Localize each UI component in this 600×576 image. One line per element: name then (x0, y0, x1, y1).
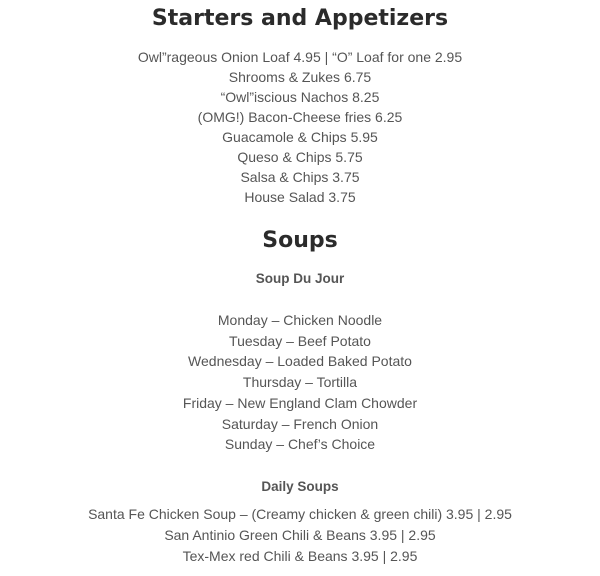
list-item: San Antinio Green Chili & Beans 3.95 | 2.95 (164, 527, 436, 543)
daily-soups-list (0, 504, 600, 567)
list-item: Thursday – Tortilla (242, 374, 358, 391)
list-item: Owl”rageous Onion Loaf 4.95 | “O” Loaf for one 2.95 (137, 49, 463, 65)
soups-title: Soups (262, 228, 338, 253)
list-item: Sunday – Chef’s Choice (224, 436, 376, 453)
list-item: Guacamole & Chips 5.95 (222, 129, 378, 145)
list-item: Monday – Chicken Noodle (217, 312, 383, 328)
list-item: Tex-Mex red Chili & Beans 3.95 | 2.95 (182, 548, 418, 564)
list-item: “Owl”iscious Nachos 8.25 (220, 89, 380, 105)
list-item: Shrooms & Zukes 6.75 (228, 69, 372, 85)
list-item: Queso & Chips 5.75 (237, 149, 363, 165)
starters-list (0, 47, 600, 207)
list-item: Santa Fe Chicken Soup – (Creamy chicken & green chili) 3.95 | 2.95 (88, 506, 512, 522)
daily-soups-heading: Daily Soups (261, 479, 339, 494)
list-item: House Salad 3.75 (244, 189, 356, 205)
list-item: Tuesday – Beef Potato (229, 332, 371, 349)
list-item: Friday – New England Clam Chowder (182, 394, 418, 411)
list-item: Wednesday – Loaded Baked Potato (188, 353, 412, 370)
starters-title: Starters and Appetizers (151, 6, 449, 31)
list-item: Saturday – French Onion (221, 415, 379, 432)
soup-du-jour-heading: Soup Du Jour (255, 271, 345, 286)
list-item: Salsa & Chips 3.75 (240, 169, 360, 185)
list-item: (OMG!) Bacon-Cheese fries 6.25 (197, 109, 403, 125)
soup-du-jour-list (0, 310, 600, 455)
